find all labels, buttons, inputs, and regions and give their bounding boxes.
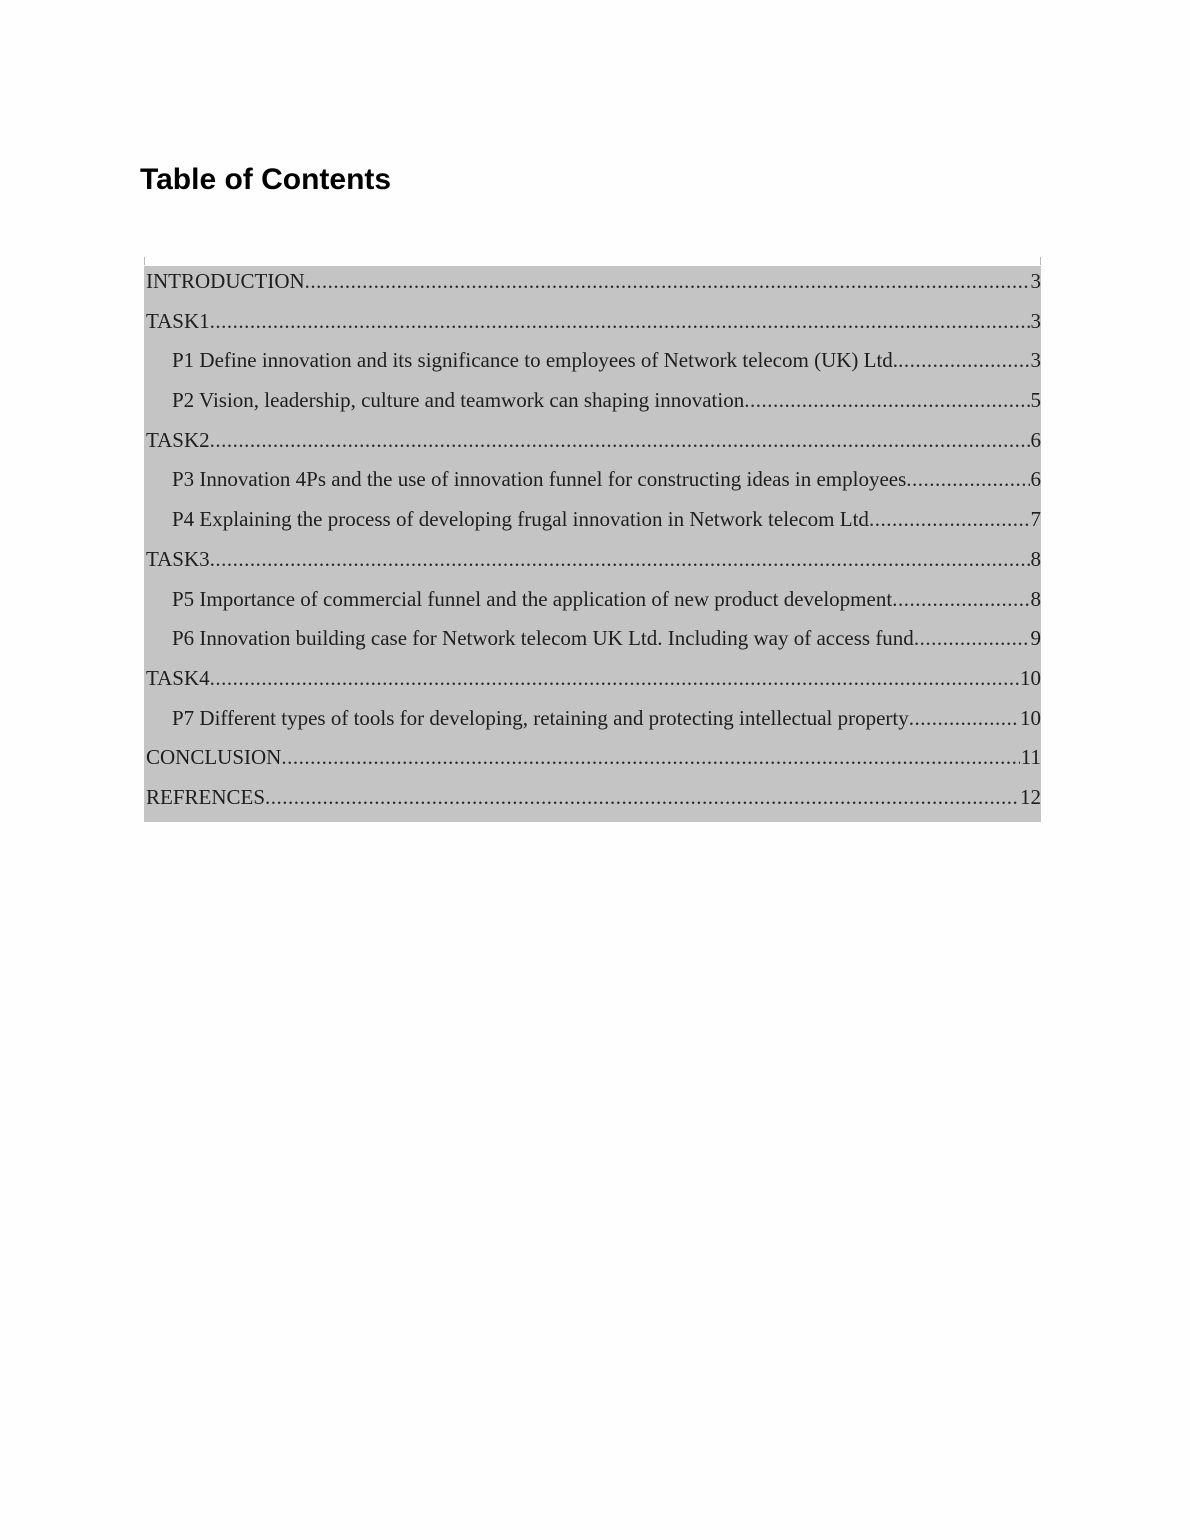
toc-field-edge-right xyxy=(1040,257,1041,265)
toc-dot-leader xyxy=(898,345,1029,375)
toc-dot-leader xyxy=(281,742,1019,772)
toc-field[interactable] xyxy=(144,261,1041,808)
toc-dot-leader xyxy=(210,425,1030,455)
toc-entry-page: 3 xyxy=(1030,269,1041,293)
toc-dot-leader xyxy=(744,385,1029,415)
toc-dot-leader xyxy=(909,703,1019,733)
toc-dot-leader xyxy=(210,306,1030,336)
toc-entry-page: 10 xyxy=(1020,705,1041,730)
toc-entry-label: P4 Explaining the process of developing frugal innovation in Network telecom Ltd xyxy=(172,507,869,532)
toc-entry-label: TASK4 xyxy=(146,665,210,690)
toc-dot-leader xyxy=(305,266,1030,296)
toc-entry-page: 8 xyxy=(1030,546,1041,571)
toc-entry-page: 11 xyxy=(1020,745,1041,770)
toc-entry-label: P7 Different types of tools for developing, retaining and protecting intellectual property xyxy=(172,705,909,730)
toc-entry-p5[interactable] xyxy=(144,584,1041,624)
toc-entry-label: TASK1 xyxy=(146,308,210,333)
toc-entry-page: 5 xyxy=(1030,388,1041,413)
toc-entry-page: 7 xyxy=(1030,507,1041,532)
toc-entry-label: P1 Define innovation and its significance to employees of Network telecom (UK) Ltd. xyxy=(172,348,899,373)
toc-entry-label: TASK3 xyxy=(146,546,210,571)
toc-entry-page: 6 xyxy=(1030,427,1041,452)
toc-dot-leader xyxy=(210,544,1030,574)
toc-entry-task4[interactable] xyxy=(144,663,1041,703)
toc-entry-label: P2 Vision, leadership, culture and teamwork can shaping innovation xyxy=(172,388,745,413)
toc-field-edge-left xyxy=(144,257,145,265)
toc-entry-label: REFRENCES xyxy=(146,784,266,809)
toc-dot-leader xyxy=(892,584,1029,614)
toc-entry-label: P6 Innovation building case for Network telecom UK Ltd. Including way of access fund xyxy=(172,626,914,651)
toc-dot-leader xyxy=(210,663,1019,693)
toc-entry-p7[interactable] xyxy=(144,703,1041,743)
toc-list xyxy=(144,266,1041,822)
toc-entry-page: 8 xyxy=(1030,586,1041,611)
toc-entry-label: CONCLUSION xyxy=(146,745,282,770)
toc-entry-p3[interactable] xyxy=(144,464,1041,504)
toc-dot-leader xyxy=(906,464,1029,494)
toc-entry-page: 10 xyxy=(1020,665,1041,690)
toc-entry-page: 3 xyxy=(1030,348,1041,373)
toc-entry-p4[interactable] xyxy=(144,504,1041,544)
toc-dot-leader xyxy=(265,782,1019,812)
toc-entry-label: TASK2 xyxy=(146,427,210,452)
toc-entry-page: 6 xyxy=(1030,467,1041,492)
toc-entry-page: 12 xyxy=(1020,784,1041,809)
toc-entry-p1[interactable] xyxy=(144,345,1041,385)
toc-entry-task1[interactable] xyxy=(144,306,1041,346)
toc-entry-label: P5 Importance of commercial funnel and the application of new product development xyxy=(172,586,893,611)
toc-entry-task2[interactable] xyxy=(144,425,1041,465)
toc-entry-introduction[interactable] xyxy=(144,266,1041,306)
toc-entry-p6[interactable] xyxy=(144,623,1041,663)
toc-entry-conclusion[interactable] xyxy=(144,742,1041,782)
toc-entry-page: 9 xyxy=(1030,626,1041,651)
toc-entry-page: 3 xyxy=(1030,308,1041,333)
toc-heading: Table of Contents xyxy=(140,163,392,196)
toc-entry-label: P3 Innovation 4Ps and the use of innovation funnel for constructing ideas in employees xyxy=(172,467,907,492)
toc-entry-references[interactable] xyxy=(144,782,1041,822)
toc-entry-task3[interactable] xyxy=(144,544,1041,584)
toc-entry-p2[interactable] xyxy=(144,385,1041,425)
toc-dot-leader xyxy=(869,504,1030,534)
toc-dot-leader xyxy=(914,623,1030,653)
toc-entry-label: INTRODUCTION xyxy=(146,269,305,293)
